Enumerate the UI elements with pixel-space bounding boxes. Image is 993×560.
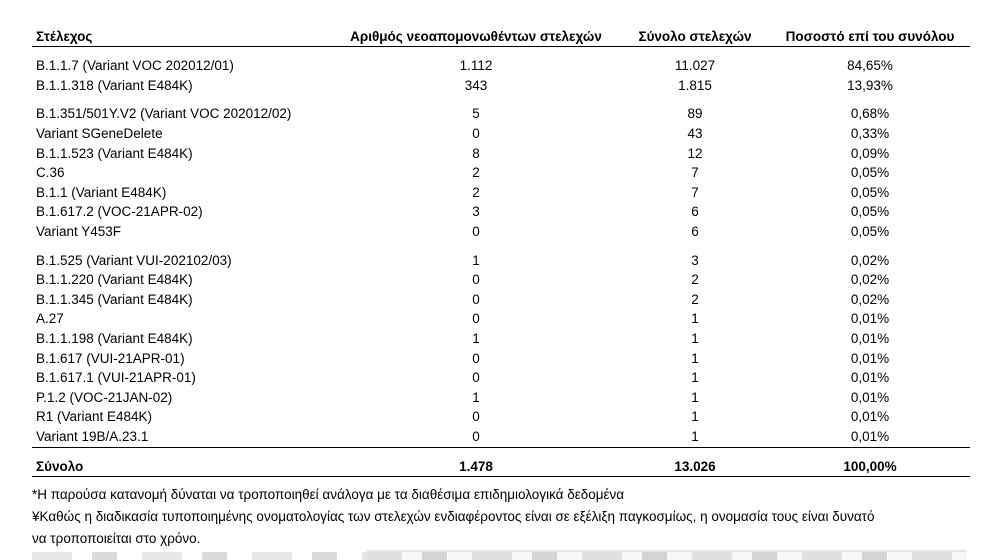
isolated-cell: 2 — [472, 184, 480, 200]
footnote-nomenclature-cont: να τροποποιείται στο χρόνο. — [32, 531, 201, 546]
percent-cell: 0,02% — [850, 272, 890, 288]
percent-cell: 0,05% — [850, 165, 890, 181]
total-cell: 12 — [687, 145, 703, 161]
isolated-cell: 2 — [472, 165, 480, 181]
isolated-cell: 1 — [472, 331, 480, 347]
table-row — [32, 163, 970, 183]
percent-cell: 0,01% — [850, 428, 890, 444]
percent-cell: 0,01% — [850, 370, 890, 386]
strain-cell: Variant 19B/A.23.1 — [36, 428, 149, 444]
isolated-cell: 1 — [472, 252, 480, 268]
strain-cell: B.1.351/501Y.V2 (Variant VOC 202012/02) — [36, 106, 292, 122]
percent-cell: 0,02% — [850, 252, 890, 268]
table-row — [32, 222, 970, 242]
isolated-cell: 0 — [472, 409, 480, 425]
strain-cell: B.1.617 (VUI-21APR-01) — [36, 350, 185, 366]
total-cell: 1 — [691, 311, 699, 327]
total-cell: 1 — [691, 350, 699, 366]
footnote-distribution: *Η παρούσα κατανομή δύναται να τροποποιηθεί ανάλογα με τα διαθέσιμα επιδημιολογικά δεδομένα — [32, 487, 625, 502]
strain-cell: B.1.1.523 (Variant E484K) — [36, 145, 193, 161]
total-cell: 1 — [691, 389, 699, 405]
table-row — [32, 309, 970, 329]
footnotes — [32, 484, 977, 550]
total-cell: 2 — [691, 291, 699, 307]
isolated-cell: 0 — [472, 350, 480, 366]
table-row — [32, 407, 970, 427]
cropped-text-line — [32, 550, 972, 560]
table-row — [32, 183, 970, 203]
total-cell: 2 — [691, 272, 699, 288]
isolated-cell: 343 — [464, 77, 488, 93]
strain-cell: C.36 — [36, 165, 65, 181]
strain-cell: B.1.525 (Variant VUI-202102/03) — [36, 252, 232, 268]
table-row — [32, 124, 970, 144]
total-cell: 6 — [691, 204, 699, 220]
total-cell: 1 — [691, 409, 699, 425]
percent-cell: 0,05% — [850, 204, 890, 220]
percent-cell: 0,33% — [850, 126, 890, 142]
strain-cell: Variant Y453F — [36, 224, 122, 240]
percent-cell: 0,01% — [850, 350, 890, 366]
header-isolated: Αριθμός νεοαπομονωθέντων στελεχών — [332, 27, 620, 47]
isolated-cell: 0 — [472, 311, 480, 327]
strain-cell: Variant SGeneDelete — [36, 126, 163, 142]
strain-cell: B.1.617.1 (VUI-21APR-01) — [36, 370, 196, 386]
isolated-cell: 8 — [472, 145, 480, 161]
table-row — [32, 348, 970, 368]
total-cell: 1.815 — [678, 77, 712, 93]
strain-cell: A.27 — [36, 311, 64, 327]
percent-cell: 0,09% — [850, 145, 890, 161]
strain-cell: B.1.1.198 (Variant E484K) — [36, 331, 193, 347]
table-row — [32, 270, 970, 290]
totals-isolated: 1.478 — [332, 448, 620, 477]
isolated-cell: 1.112 — [459, 58, 493, 74]
totals-row — [32, 448, 970, 477]
table-row — [32, 47, 970, 76]
table-row — [32, 241, 970, 270]
strain-cell: R1 (Variant E484K) — [36, 409, 153, 425]
strain-cell: B.1.617.2 (VOC-21APR-02) — [36, 204, 203, 220]
percent-cell: 0,05% — [850, 184, 890, 200]
totals-percent: 100,00% — [770, 448, 970, 477]
percent-cell: 0,68% — [850, 106, 890, 122]
total-cell: 11.027 — [674, 58, 716, 74]
totals-total: 13.026 — [620, 448, 770, 477]
isolated-cell: 0 — [472, 370, 480, 386]
total-cell: 89 — [687, 106, 703, 122]
footnote-nomenclature: ¥Καθώς η διαδικασία τυποποιημένης ονοματολογίας των στελεχών ενδιαφέροντος είναι σε εξέλιξη παγκοσμίως, η ονομασία τους είναι δυνατό — [32, 509, 875, 524]
total-cell: 1 — [691, 331, 699, 347]
total-cell: 7 — [691, 165, 699, 181]
isolated-cell: 0 — [472, 428, 480, 444]
table-row — [32, 76, 970, 96]
isolated-cell: 3 — [472, 204, 480, 220]
percent-cell: 0,01% — [850, 311, 890, 327]
isolated-cell: 0 — [472, 126, 480, 142]
table-row — [32, 329, 970, 349]
table-row — [32, 143, 970, 163]
isolated-cell: 0 — [472, 224, 480, 240]
isolated-cell: 0 — [472, 272, 480, 288]
percent-cell: 13,93% — [847, 77, 893, 93]
header-percent: Ποσοστό επί του συνόλου — [770, 27, 970, 47]
total-cell: 3 — [691, 252, 699, 268]
table-row — [32, 95, 970, 124]
table-row — [32, 290, 970, 310]
total-cell: 6 — [691, 224, 699, 240]
percent-cell: 84,65% — [847, 58, 893, 74]
isolated-cell: 1 — [472, 389, 480, 405]
percent-cell: 0,01% — [850, 331, 890, 347]
strain-cell: B.1.1.318 (Variant E484K) — [36, 77, 193, 93]
strain-distribution-table — [32, 27, 970, 477]
table-row — [32, 368, 970, 388]
header-total: Σύνολο στελεχών — [620, 27, 770, 47]
total-cell: 1 — [691, 428, 699, 444]
strain-cell: P.1.2 (VOC-21JAN-02) — [36, 389, 173, 405]
table-row — [32, 427, 970, 448]
percent-cell: 0,01% — [850, 409, 890, 425]
isolated-cell: 0 — [472, 291, 480, 307]
total-cell: 1 — [691, 370, 699, 386]
header-strain: Στέλεχος — [32, 27, 332, 47]
isolated-cell: 5 — [472, 106, 480, 122]
totals-label: Σύνολο — [32, 448, 332, 477]
strain-cell: B.1.1.7 (Variant VOC 202012/01) — [36, 58, 234, 74]
strain-cell: B.1.1 (Variant E484K) — [36, 184, 167, 200]
total-cell: 7 — [691, 184, 699, 200]
strain-cell: B.1.1.220 (Variant E484K) — [36, 272, 193, 288]
percent-cell: 0,05% — [850, 224, 890, 240]
percent-cell: 0,02% — [850, 291, 890, 307]
table-header-row — [32, 27, 970, 47]
percent-cell: 0,01% — [850, 389, 890, 405]
strain-cell: B.1.1.345 (Variant E484K) — [36, 291, 193, 307]
total-cell: 43 — [687, 126, 703, 142]
table-row — [32, 388, 970, 408]
table-row — [32, 202, 970, 222]
